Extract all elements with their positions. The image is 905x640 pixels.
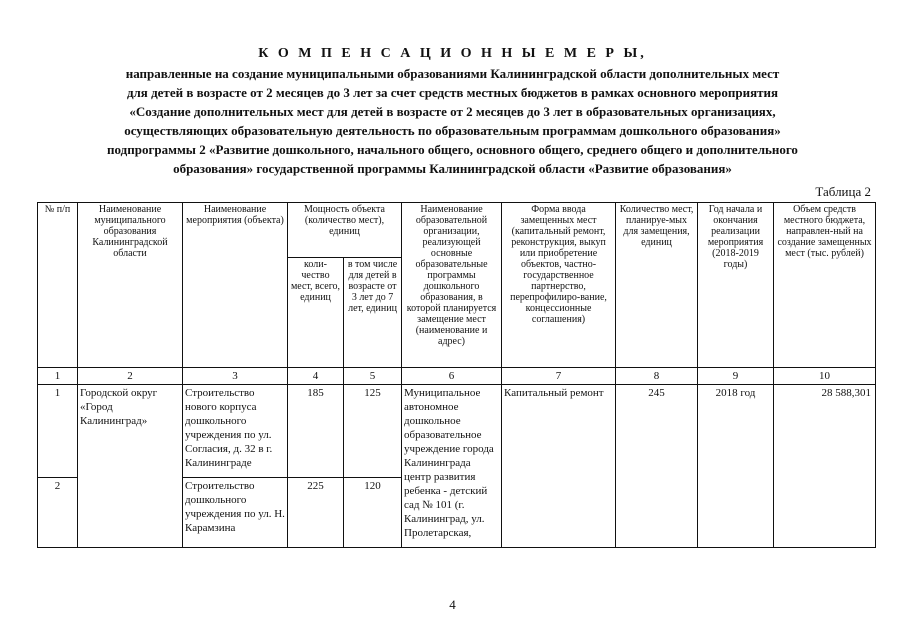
header-col-1: № п/п (38, 203, 78, 368)
column-number: 1 (38, 368, 78, 385)
year-cell: 2018 год (698, 385, 774, 548)
document-subtitle (40, 64, 865, 178)
column-number: 5 (344, 368, 402, 385)
column-number: 6 (402, 368, 502, 385)
column-number: 4 (288, 368, 344, 385)
header-col-2: Наименование муниципального образования Калининградской области (78, 203, 183, 368)
header-col-9: Год начала и окончания реализации мероприятия (2018-2019 годы) (698, 203, 774, 368)
places-total-cell: 225 (288, 478, 344, 548)
subtitle-line: для детей в возрасте от 2 месяцев до 3 лет за счет средств местных бюджетов в рамках основного мероприятия (126, 85, 779, 100)
subtitle-line: подпрограммы 2 «Развитие дошкольного, начального общего, основного общего, среднего общего и дополнительного (107, 142, 798, 157)
places-3-7-cell: 125 (344, 385, 402, 478)
header-col-3: Наименование мероприятия (объекта) (183, 203, 288, 368)
column-number: 2 (78, 368, 183, 385)
row-number: 2 (38, 478, 78, 548)
document-title: К О М П Е Н С А Ц И О Н Н Ы Е М Е Р Ы, (258, 46, 647, 61)
header-row (38, 203, 876, 258)
table-label: Таблица 2 (815, 184, 871, 199)
subtitle-line: осуществляющих образовательную деятельность по образовательным программам дошкольного образования» (124, 123, 781, 138)
places-3-7-cell: 120 (344, 478, 402, 548)
compensation-table (37, 202, 876, 548)
subtitle-line: направленные на создание муниципальными образованиями Калининградской области дополнительных мест (125, 66, 780, 81)
header-col-7: Форма ввода замещенных мест (капитальный ремонт, реконструкция, выкуп или приобретение объектов, частно-государственное партнерство, перепрофилиро-вание, концессионные соглашения) (502, 203, 616, 368)
header-col-4: коли-чество мест, всего, единиц (288, 258, 344, 368)
column-number: 8 (616, 368, 698, 385)
column-numbers-row (38, 368, 876, 385)
column-number: 9 (698, 368, 774, 385)
event-cell: Строительство дошкольного учреждения по ул. Н. Карамзина (183, 478, 288, 548)
form-cell: Капитальный ремонт (502, 385, 616, 548)
header-col-4-5: Мощность объекта (количество мест), единиц (288, 203, 402, 258)
replace-places-cell: 245 (616, 385, 698, 548)
column-number: 3 (183, 368, 288, 385)
header-col-6: Наименование образовательной организации, реализующей основные образовательные программы дошкольного образования, в которой планируется замещение мест (наименование и адрес) (402, 203, 502, 368)
page-number: 4 (449, 597, 456, 612)
subtitle-line: «Создание дополнительных мест для детей в возрасте от 2 месяцев до 3 лет в образовательных организациях, (129, 104, 776, 119)
row-number: 1 (38, 385, 78, 478)
table-row (38, 385, 876, 478)
header-col-10: Объем средств местного бюджета, направлен-ный на создание замещенных мест (тыс. рублей) (774, 203, 876, 368)
column-number: 10 (774, 368, 876, 385)
header-col-5: в том числе для детей в возрасте от 3 лет до 7 лет, единиц (344, 258, 402, 368)
municipality-cell: Городской округ «Город Калининград» (78, 385, 183, 548)
column-number: 7 (502, 368, 616, 385)
header-col-8: Количество мест, планируе-мых для замещения, единиц (616, 203, 698, 368)
places-total-cell: 185 (288, 385, 344, 478)
organization-cell: Муниципальное автономное дошкольное образовательное учреждение города Калининграда центр развития ребенка - детский сад № 101 (г. Калининград, ул. Пролетарская, (402, 385, 502, 548)
subtitle-line: образования» государственной программы Калининградской области «Развитие образования» (173, 161, 732, 176)
amount-cell: 28 588,301 (774, 385, 876, 548)
event-cell: Строительство нового корпуса дошкольного учреждения по ул. Согласия, д. 32 в г. Калининграде (183, 385, 288, 478)
